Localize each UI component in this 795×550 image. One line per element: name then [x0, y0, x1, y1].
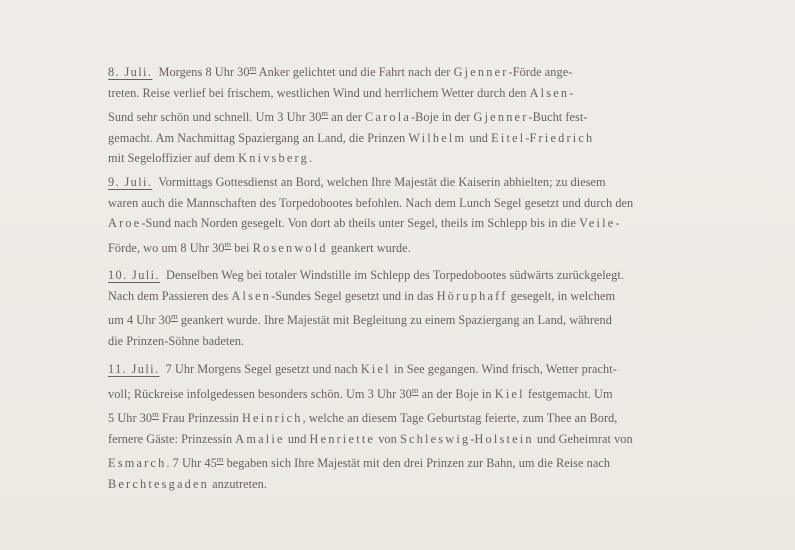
text-line: Sund sehr schön und schnell. Um 3 Uhr 30$^m$ an der Carola-Boje in der Gjenner-Bucht fest- [108, 108, 588, 124]
minutes-superscript: m [321, 108, 329, 118]
minutes-superscript: m [152, 409, 159, 419]
text-line: 10. Juli. Denselben Weg bei totaler Windstille im Schlepp des Torpedobootes südwärts zurückgelegt. [108, 268, 624, 282]
text-line: Förde, wo um 8 Uhr 30$^m$ bei Rosenwold geankert wurde. [108, 238, 411, 255]
text-line: gemacht. Am Nachmittag Spaziergang an Land, die Prinzen Wilhelm und Eitel-Friedrich [108, 130, 595, 145]
entry-date: 8. Juli. [108, 65, 153, 79]
text-line: 8. Juli. Morgens 8 Uhr 30$^m$ Anker gelichtet und die Fahrt nach der Gjenner-Förde ange- [108, 63, 573, 79]
minutes-superscript: m [216, 454, 224, 464]
text-line: fernere Gäste: Prinzessin Amalie und Henriette von Schleswig-Holstein und Geheimrat von [108, 431, 633, 446]
diary-entry-10-juli [108, 265, 738, 351]
minutes-superscript: m [224, 238, 232, 249]
text-line: Esmarch. 7 Uhr 45$^m$ begaben sich Ihre Majestät mit den drei Prinzen zur Bahn, um die Reise nach [108, 454, 611, 470]
diary-entry-11-juli [108, 359, 738, 494]
text-line: mit Segeloffizier auf dem Knivsberg. [108, 151, 313, 165]
minutes-superscript: m [249, 63, 257, 73]
text-line: Aroe-Sund nach Norden gesegelt. Von dort ab theils unter Segel, theils im Schlepp bis in die Veile- [108, 216, 620, 230]
entry-date: 9. Juli. [108, 175, 153, 189]
text-line: voll; Rückreise infolgedessen besonders schön. Um 3 Uhr 30$^m$ an der Boje in Kiel festgemacht. Um [108, 384, 613, 401]
diary-entry-8-juli [108, 58, 738, 169]
text-line: Berchtesgaden anzutreten. [108, 476, 267, 491]
text-line: Nach dem Passieren des Alsen-Sundes Segel gesetzt und in das Höruphaff gesegelt, in welchem [108, 288, 616, 303]
text-line: die Prinzen-Söhne badeten. [108, 333, 245, 348]
text-line: 5 Uhr 30$^m$ Frau Prinzessin Heinrich, welche an diesem Tage Geburtstag feierte, zum Thee an Bord, [108, 409, 618, 425]
text-line: um 4 Uhr 30$^m$ geankert wurde. Ihre Majestät mit Begleitung zu einem Spaziergang an Land, während [108, 311, 612, 327]
minutes-superscript: m [171, 311, 178, 321]
diary-entry-9-juli [108, 172, 738, 258]
text-line: treten. Reise verlief bei frischem, westlichen Wind und herrlichem Wetter durch den Alsen- [108, 85, 574, 100]
minutes-superscript: m [411, 384, 419, 395]
text-line: waren auch die Mannschaften des Torpedobootes befohlen. Nach dem Lunch Segel gesetzt und durch den [108, 195, 634, 210]
entry-date: 11. Juli. [108, 362, 160, 376]
entry-date: 10. Juli. [108, 268, 160, 282]
text-line: 11. Juli. 7 Uhr Morgens Segel gesetzt und nach Kiel in See gegangen. Wind frisch, Wetter pracht- [108, 362, 617, 376]
text-line: 9. Juli. Vormittags Gottesdienst an Bord, welchen Ihre Majestät die Kaiserin abhielten; zu diesem [108, 175, 606, 189]
